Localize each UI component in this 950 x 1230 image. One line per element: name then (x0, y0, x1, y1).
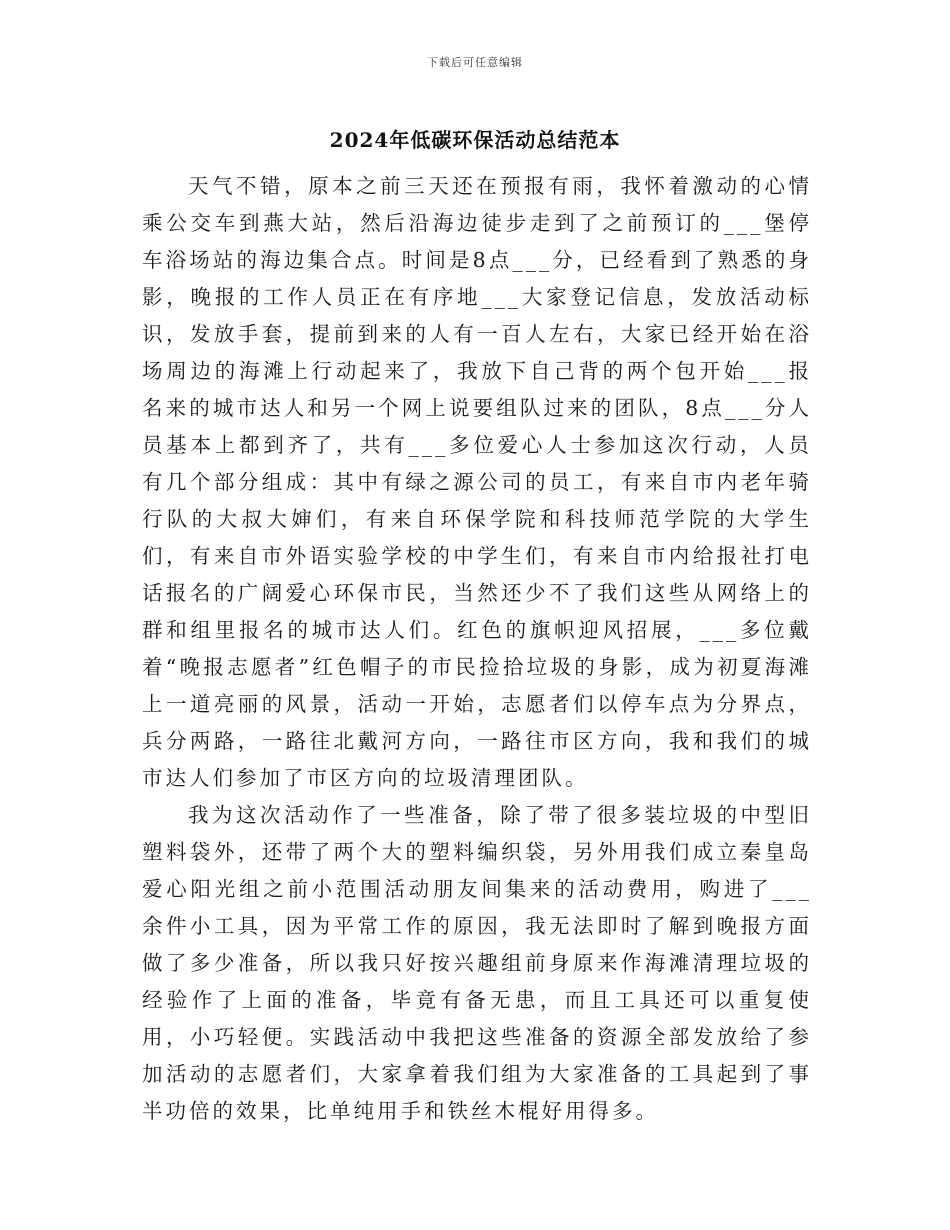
document-title: 2024年低碳环保活动总结范本 (329, 128, 621, 152)
document-body (142, 168, 812, 1130)
paragraph-2: 我为这次活动作了一些准备，除了带了很多装垃圾的中型旧塑料袋外，还带了两个大的塑料编织袋，另外用我们成立秦皇岛爱心阳光组之前小范围活动朋友间集来的活动费用，购进了___余件小工具，因为平常工作的原因，我无法即时了解到晚报方面做了多少准备，所以我只好按兴趣组前身原来作海滩清理垃圾的经验作了上面的准备，毕竟有备无患，而且工具还可以重复使用，小巧轻便。实践活动中我把这些准备的资源全部发放给了参加活动的志愿者们，大家拿着我们组为大家准备的工具起到了事半功倍的效果，比单纯用手和铁丝木棍好用得多。 (142, 803, 812, 1123)
paragraph-1: 天气不错，原本之前三天还在预报有雨，我怀着激动的心情乘公交车到燕大站，然后沿海边徒步走到了之前预订的___堡停车浴场站的海边集合点。时间是8点___分，已经看到了熟悉的身影，晚报的工作人员正在有序地___大家登记信息，发放活动标识，发放手套，提前到来的人有一百人左右，大家已经开始在浴场周边的海滩上行动起来了，我放下自己背的两个包开始___报名来的城市达人和另一个网上说要组队过来的团队，8点___分人员基本上都到齐了，共有___多位爱心人士参加这次行动，人员有几个部分组成：其中有绿之源公司的员工，有来自市内老年骑行队的大叔大婶们，有来自环保学院和科技师范学院的大学生们，有来自市外语实验学校的中学生们，有来自市内给报社打电话报名的广阔爱心环保市民，当然还少不了我们这些从网络上的群和组里报名的城市达人们。红色的旗帜迎风招展，___多位戴着“晚报志愿者”红色帽子的市民捡拾垃圾的身影，成为初夏海滩上一道亮丽的风景，活动一开始，志愿者们以停车点为分界点，兵分两路，一路往北戴河方向，一路往市区方向，我和我们的城市达人们参加了市区方向的垃圾清理团队。 (142, 174, 812, 790)
header-note: 下载后可任意编辑 (427, 56, 523, 69)
